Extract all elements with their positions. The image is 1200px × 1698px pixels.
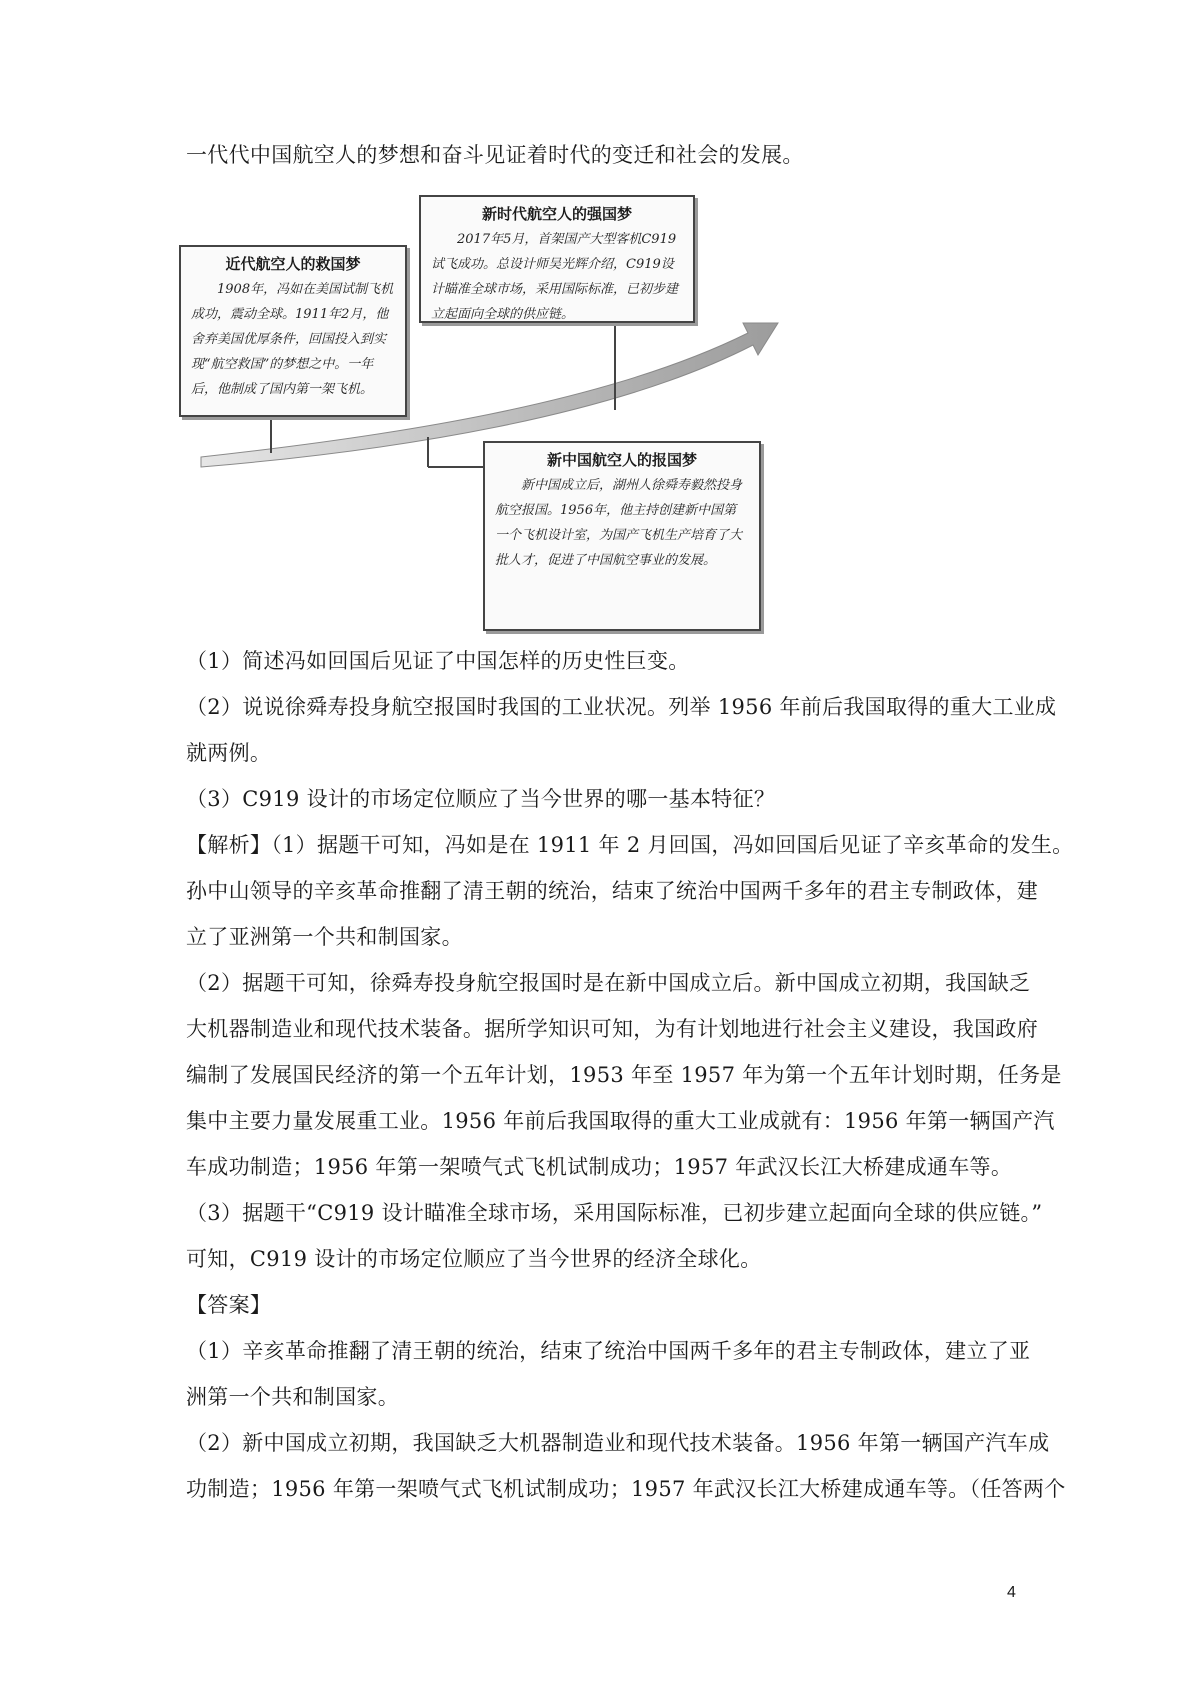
box-title: 近代航空人的救国梦 (225, 255, 361, 273)
answer-heading: 【答案】 (186, 1293, 272, 1317)
box-title: 新时代航空人的强国梦 (481, 205, 632, 223)
modern-aviation-dream-box (179, 245, 407, 417)
analysis-line-3: 立了亚洲第一个共和制国家。 (186, 925, 463, 949)
answer-line-1: （1）辛亥革命推翻了清王朝的统治，结束了统治中国两千多年的君主专制政体，建立了亚 (186, 1339, 1031, 1363)
question-1: （1）简述冯如回国后见证了中国怎样的历史性巨变。 (186, 649, 690, 673)
box-body: 1908年，冯如在美国试制飞机成功，震动全球。1911年2月，他舍弃美国优厚条件，回国投入到实现“航空救国”的梦想之中。一年后，他制成了国内第一架飞机。 (191, 282, 394, 397)
analysis-line-1: 【解析】（1）据题干可知，冯如是在 1911 年 2 月回国，冯如回国后见证了辛亥革命的发生。 (186, 833, 1074, 857)
analysis-line-5: 大机器制造业和现代技术装备。据所学知识可知，为有计划地进行社会主义建设，我国政府 (186, 1017, 1038, 1041)
answer-line-3: （2）新中国成立初期，我国缺乏大机器制造业和现代技术装备。1956 年第一辆国产汽车成 (186, 1431, 1050, 1455)
question-2-line-2: 就两例。 (186, 741, 272, 765)
answer-line-4: 功制造；1956 年第一架喷气式飞机试制成功；1957 年武汉长江大桥建成通车等。（任答两个 (186, 1477, 1066, 1501)
analysis-line-8: 车成功制造；1956 年第一架喷气式飞机试制成功；1957 年武汉长江大桥建成通车等。 (186, 1155, 1013, 1179)
analysis-line-4: （2）据题干可知，徐舜寿投身航空报国时是在新中国成立后。新中国成立初期，我国缺乏 (186, 971, 1031, 995)
box-body: 新中国成立后，湖州人徐舜寿毅然投身航空报国。1956年，他主持创建新中国第一个飞机设计室，为国产飞机生产培育了大批人才，促进了中国航空事业的发展。 (495, 478, 743, 568)
page-number: 4 (1007, 1584, 1016, 1601)
box-title: 新中国航空人的报国梦 (546, 451, 697, 469)
new-china-aviation-dream-box (483, 441, 761, 631)
analysis-line-7: 集中主要力量发展重工业。1956 年前后我国取得的重大工业成就有：1956 年第一辆国产汽 (186, 1109, 1055, 1133)
intro-text: 一代代中国航空人的梦想和奋斗见证着时代的变迁和社会的发展。 (186, 143, 804, 167)
answer-line-2: 洲第一个共和制国家。 (186, 1385, 399, 1409)
question-3: （3）C919 设计的市场定位顺应了当今世界的哪一基本特征？ (186, 787, 776, 811)
box-body: 2017年5月，首架国产大型客机C919试飞成功。总设计师吴光辉介绍，C919设计瞄准全球市场，采用国际标准，已初步建立起面向全球的供应链。 (431, 232, 679, 322)
analysis-line-10: 可知，C919 设计的市场定位顺应了当今世界的经济全球化。 (186, 1247, 762, 1271)
new-era-aviation-dream-box (419, 195, 695, 323)
analysis-line-6: 编制了发展国民经济的第一个五年计划，1953 年至 1957 年为第一个五年计划时期，任务是 (186, 1063, 1062, 1087)
question-2-line-1: （2）说说徐舜寿投身航空报国时我国的工业状况。列举 1956 年前后我国取得的重大工业成 (186, 695, 1057, 719)
timeline-figure (183, 205, 823, 645)
analysis-line-2: 孙中山领导的辛亥革命推翻了清王朝的统治，结束了统治中国两千多年的君主专制政体，建 (186, 879, 1038, 903)
analysis-line-9: （3）据题干“C919 设计瞄准全球市场，采用国际标准，已初步建立起面向全球的供应链。” (186, 1201, 1043, 1225)
